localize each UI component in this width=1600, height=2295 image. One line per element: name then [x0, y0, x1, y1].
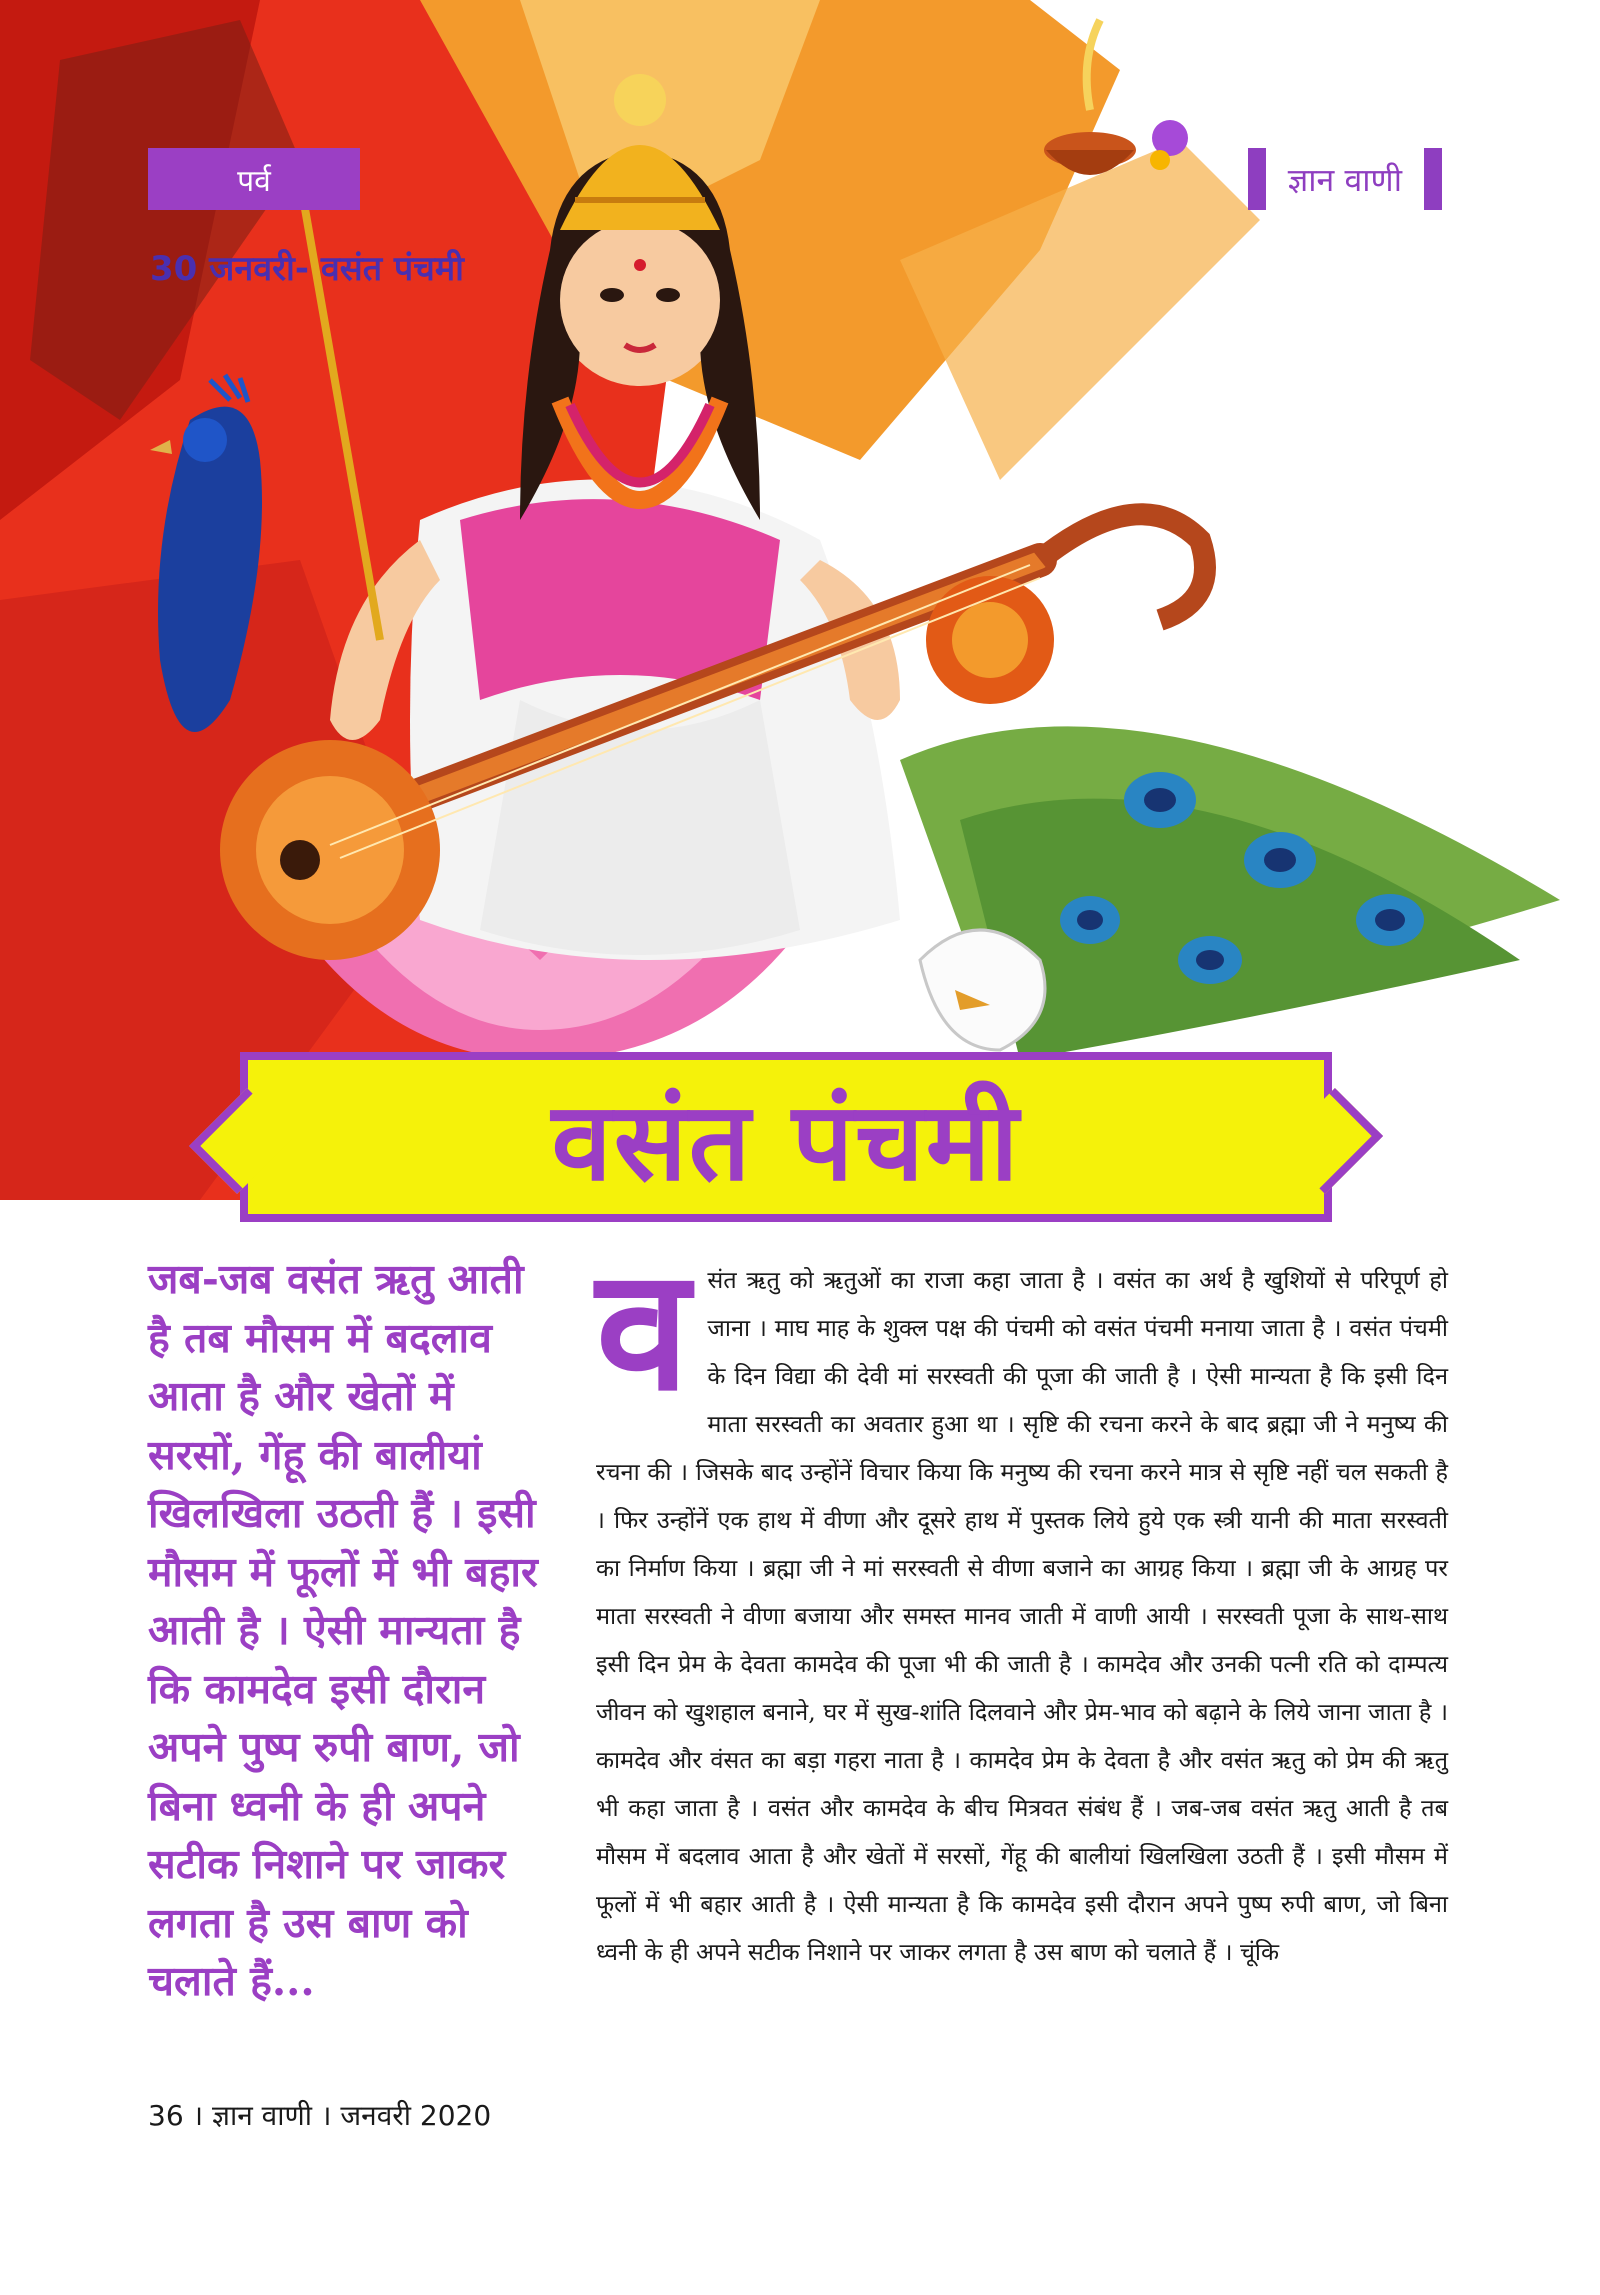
article-text: संत ऋतु को ऋतुओं का राजा कहा जाता है । वसंत का अर्थ है खुशियों से परिपूर्ण हो जाना । माघ माह के शुक्ल पक्ष की पंचमी को वसंत पंचमी मनाया जाता है । वसंत पंचमी के दिन विद्या की देवी मां सरस्वती की पूजा की जाती है । ऐसी मान्यता है कि इसी दिन माता सरस्वती का अवतार हुआ था । सृष्टि की रचना करने के बाद ब्रह्मा जी ने मनुष्य की रचना की । जिसके बाद उन्होंनें विचार किया कि मनुष्य की रचना करने मात्र से सृष्टि नहीं चल सकती है । फिर उन्होंनें एक हाथ में वीणा और दूसरे हाथ में पुस्तक लिये हुये एक स्त्री यानी की माता सरस्वती का निर्माण किया । ब्रह्मा जी ने मां सरस्वती से वीणा बजाने का आग्रह किया । ब्रह्मा जी के आग्रह पर माता सरस्वती ने वीणा बजाया और समस्त मानव जाती में वाणी आयी । सरस्वती पूजा के साथ-साथ इसी दिन प्रेम के देवता कामदेव की पूजा भी की जाती है । कामदेव और उनकी पत्नी रति को दाम्पत्य जीवन को खुशहाल बनाने, घर में सुख-शांति दिलवाने और प्रेम-भाव को बढ़ाने के लिये जाना जाता है । कामदेव और वंसत का बड़ा गहरा नाता है । कामदेव प्रेम के देवता है और वसंत ऋतु को प्रेम की ऋतु भी कहा जाता है । वसंत और कामदेव के बीच मित्रवत संबंध हैं । जब-जब वसंत ऋतु आती है तब मौसम में बदलाव आता है और खेतों में सरसों, गेंहू की बालीयां खिलखिला उठती हैं । इसी मौसम में फूलों में भी बहार आती है । ऐसी मान्यता है कि कामदेव इसी दौरान अपने पुष्प रुपी बाण, जो बिना ध्वनी के ही अपने सटीक निशाने पर जाकर लगता है उस बाण को चलाते हैं । चूंकि — [596, 1266, 1448, 1966]
pull-quote: जब-जब वसंत ऋतु आती है तब मौसम में बदलाव आता है और खेतों में सरसों, गेंहू की बालीयां खिलखिला उठती हैं । इसी मौसम में फूलों में भी बहार आती है । ऐसी मान्यता है कि कामदेव इसी दौरान अपने पुष्प रुपी बाण, जो बिना ध्वनी के ही अपने सटीक निशाने पर जाकर लगता है उस बाण को चलाते हैं... — [148, 1255, 538, 2005]
article-title: वसंत पंचमी — [551, 1079, 1021, 1205]
brand-bar-left — [1248, 148, 1266, 210]
page-footer: 36 । ज्ञान वाणी । जनवरी 2020 — [148, 2099, 492, 2132]
article-body — [596, 1232, 1448, 1976]
brand-name: ज्ञान वाणी — [1287, 160, 1402, 199]
event-date-line: 30 जनवरी- वसंत पंचमी — [150, 249, 464, 289]
title-banner — [240, 1052, 1332, 1222]
drop-cap: व — [596, 1232, 690, 1428]
section-label: पर्व — [148, 148, 360, 210]
brand-header — [1248, 148, 1442, 210]
brand-bar-right — [1424, 148, 1442, 210]
